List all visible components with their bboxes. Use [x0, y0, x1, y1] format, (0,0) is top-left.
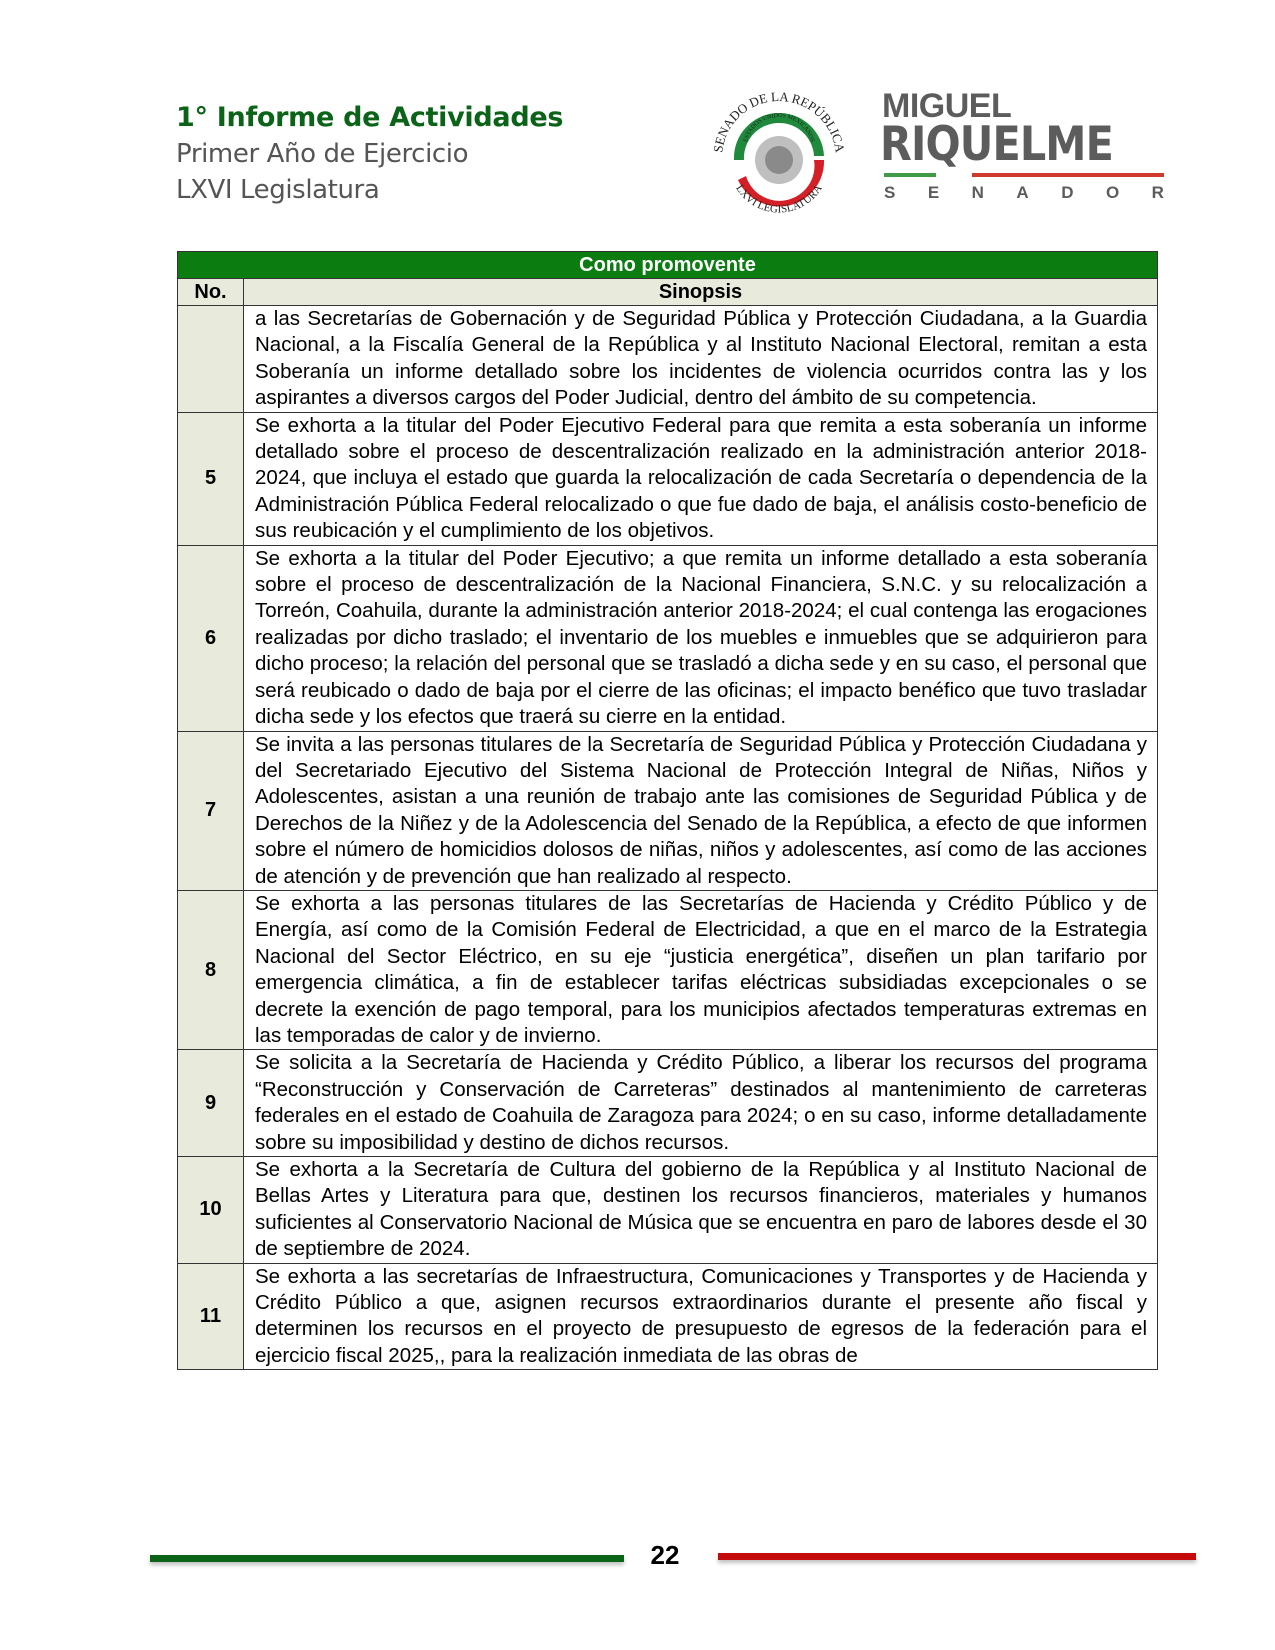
row-synopsis: Se exhorta a las personas titulares de las Secretarías de Hacienda y Crédito Público y de Energía, así como de la Comisión Federal de Electricidad, a que en el marco de la Estrategia Nacional del Sector Eléctrico, en su eje “justicia energética”, diseñen un plan tarifario por emergencia climática, a fin de establecer tarifas eléctricas subsidiadas excepcionales o se decrete la exención de pago temporal, para los municipios afectados temperaturas extremas en las temporadas de calor y de invierno.	[244, 890, 1158, 1049]
row-synopsis: Se invita a las personas titulares de la Secretaría de Seguridad Pública y Protección Ciudadana y del Secretariado Ejecutivo del Sistema Nacional de Protección Integral de Niñas, Niños y Adolescentes, asistan a una reunión de trabajo ante las comisiones de Seguridad Pública y de Derechos de la Niñez y de la Adolescencia del Senado de la República, a efecto de que informen sobre el número de homicidios dolosos de niñas, niños y adolescentes, así como de las acciones de atención y de prevención que han realizado al respecto.	[244, 731, 1158, 890]
report-header	[176, 100, 563, 208]
table-row	[178, 1263, 1158, 1370]
row-synopsis: Se exhorta a la Secretaría de Cultura del gobierno de la República y al Instituto Nacional de Bellas Artes y Literatura para que, destinen los recursos financieros, materiales y humanos suficientes al Conservatorio Nacional de Música que se encuentra en paro de labores desde el 30 de septiembre de 2024.	[244, 1157, 1158, 1264]
row-number: 6	[178, 545, 244, 731]
table-row	[178, 545, 1158, 731]
column-header-no: No.	[178, 279, 244, 306]
table-row	[178, 731, 1158, 890]
promovente-table	[177, 251, 1158, 1370]
table-header-row	[178, 279, 1158, 306]
page-footer	[0, 1540, 1275, 1580]
seal-bottom-text: LXVI LEGISLATURA	[733, 182, 825, 216]
row-synopsis: Se solicita a la Secretaría de Hacienda y Crédito Público, a liberar los recursos del programa “Reconstrucción y Conservación de Carreteras” destinados al mantenimiento de carreteras federales en el estado de Coahuila de Zaragoza para 2024; o en su caso, informe detalladamente sobre su imposibilidad y destino de dichos recursos.	[244, 1050, 1158, 1157]
row-number: 8	[178, 890, 244, 1049]
row-number	[178, 306, 244, 413]
brand-green-bar	[884, 173, 936, 177]
table-row	[178, 1157, 1158, 1264]
senate-seal-logo	[708, 80, 850, 230]
row-number: 9	[178, 1050, 244, 1157]
row-number: 11	[178, 1263, 244, 1370]
row-synopsis: Se exhorta a la titular del Poder Ejecutivo Federal para que remita a esta soberanía un informe detallado sobre el proceso de descentralización realizado en la administración anterior 2018-2024, que incluya el estado que guarda la relocalización de cada Secretaría o dependencia de la Administración Pública Federal relocalizado o que fue dado de baja, el análisis costo-beneficio de sus reubicación y el cumplimiento de los objetivos.	[244, 412, 1158, 545]
column-header-synopsis: Sinopsis	[244, 279, 1158, 306]
brand-role	[884, 183, 1164, 203]
brand-role-letter: S	[884, 183, 896, 202]
row-number: 5	[178, 412, 244, 545]
brand-red-bar	[972, 173, 1164, 177]
table-row	[178, 890, 1158, 1049]
footer-red-rule	[718, 1553, 1196, 1560]
table-row	[178, 1050, 1158, 1157]
brand-role-letter: N	[971, 183, 984, 202]
table-caption: Como promovente	[178, 252, 1158, 279]
row-synopsis: Se exhorta a las secretarías de Infraestructura, Comunicaciones y Transportes y de Hacienda y Crédito Público a que, asignen recursos extraordinarios durante el presente año fiscal y determinen los recursos en el proyecto de presupuesto de egresos de la federación para el ejercicio fiscal 2025,, para la realización inmediata de las obras de	[244, 1263, 1158, 1370]
report-subtitle-year: Primer Año de Ejercicio	[176, 139, 469, 169]
seal-inner-text: ESTADOS UNIDOS MEXICANOS	[743, 112, 815, 143]
table-row	[178, 412, 1158, 545]
row-number: 10	[178, 1157, 244, 1264]
brand-role-letter: O	[1105, 183, 1120, 202]
row-synopsis: Se exhorta a la titular del Poder Ejecutivo; a que remita un informe detallado a esta soberanía sobre el proceso de descentralización de la Nacional Financiera, S.N.C. y su relocalización a Torreón, Coahuila, durante la administración anterior 2018-2024; el cual contenga las erogaciones realizadas por dicho traslado; el inventario de los muebles e inmuebles que se adquirieron para dicho proceso; la relación del personal que se trasladó a dicha sede y en su caso, el personal que será reubicado o dado de baja por el cierre de las oficinas; el impacto benéfico que tuvo trasladar dicha sede y los efectos que traerá su cierre en la entidad.	[244, 545, 1158, 731]
report-subtitle-legislature: LXVI Legislatura	[176, 175, 380, 205]
brand-last-name: RIQUELME	[880, 117, 1113, 172]
footer-green-rule	[150, 1555, 624, 1562]
brand-role-letter: D	[1061, 183, 1074, 202]
brand-first-name: MIGUEL	[882, 87, 1012, 125]
seal-top-text: SENADO DE LA REPÚBLICA	[710, 88, 848, 154]
row-synopsis: a las Secretarías de Gobernación y de Seguridad Pública y Protección Ciudadana, a la Guardia Nacional, a la Fiscalía General de la República y al Instituto Nacional Electoral, remitan a esta Soberanía un informe detallado sobre los incidentes de violencia ocurridos contra las y los aspirantes a diversos cargos del Poder Judicial, dentro del ámbito de su competencia.	[244, 306, 1158, 413]
page-number: 22	[650, 1540, 680, 1570]
report-title: 1° Informe de Actividades	[176, 102, 564, 133]
row-number: 7	[178, 731, 244, 890]
table-caption-row	[178, 252, 1158, 279]
table-row	[178, 306, 1158, 413]
brand-role-letter: R	[1151, 183, 1164, 202]
brand-role-letter: E	[927, 183, 940, 202]
brand-role-letter: A	[1016, 183, 1029, 202]
senator-brand-logo	[880, 88, 1165, 208]
